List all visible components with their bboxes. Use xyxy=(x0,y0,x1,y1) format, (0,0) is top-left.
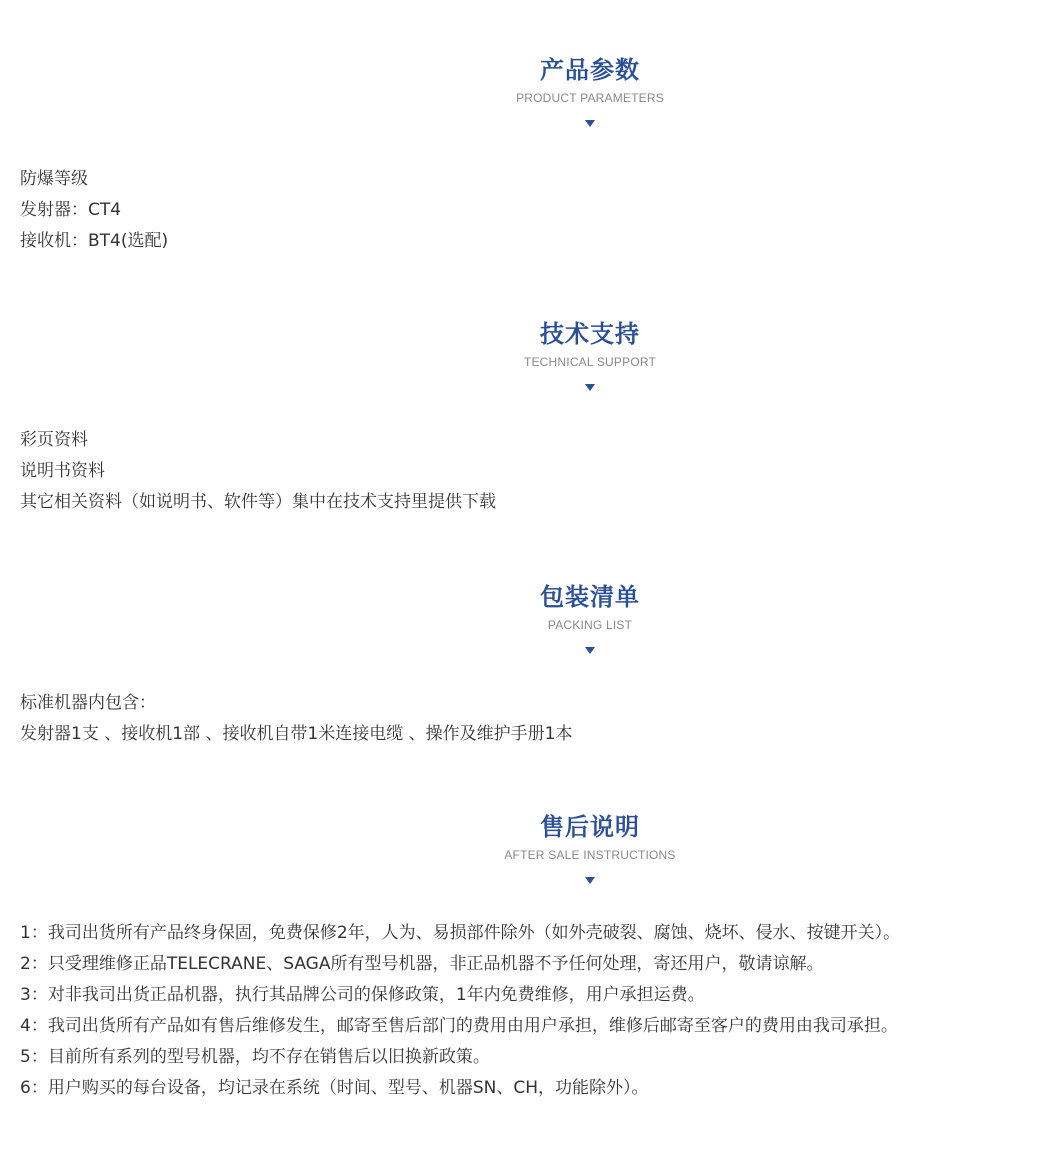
section-content-params xyxy=(20,164,1030,257)
aftersale-line: 3：对非我司出货正品机器，执行其品牌公司的保修政策，1年内免费维修，用户承担运费。 xyxy=(20,985,705,1005)
support-line: 其它相关资料（如说明书、软件等）集中在技术支持里提供下载 xyxy=(20,492,496,512)
section-header-support xyxy=(0,319,1041,391)
arrow-down-icon xyxy=(585,647,595,654)
arrow-down-icon xyxy=(585,877,595,884)
param-line: 防爆等级 xyxy=(20,169,88,189)
param-line: 发射器：CT4 xyxy=(20,200,122,220)
section-title-support: 技术支持 xyxy=(540,320,640,348)
section-header-params xyxy=(0,55,1041,127)
section-header-aftersale xyxy=(0,812,1041,884)
support-line: 彩页资料 xyxy=(20,430,88,450)
section-subtitle-support: TECHNICAL SUPPORT xyxy=(523,355,657,369)
aftersale-line: 2：只受理维修正品TELECRANE、SAGA所有型号机器，非正品机器不予任何处理，寄还用户，敬请谅解。 xyxy=(20,954,824,974)
arrow-down-icon xyxy=(585,384,595,391)
section-header-packing xyxy=(0,582,1041,654)
param-line: 接收机：BT4(选配) xyxy=(20,231,169,251)
arrow-down-icon xyxy=(585,120,595,127)
section-title-aftersale: 售后说明 xyxy=(540,813,640,841)
section-content-packing xyxy=(20,688,1030,750)
section-subtitle-aftersale: AFTER SALE INSTRUCTIONS xyxy=(504,848,676,862)
section-content-aftersale xyxy=(20,918,1030,1104)
section-subtitle-params: PRODUCT PARAMETERS xyxy=(516,91,664,105)
packing-line: 发射器1支 、接收机1部 、接收机自带1米连接电缆 、操作及维护手册1本 xyxy=(20,724,573,744)
aftersale-line: 4：我司出货所有产品如有售后维修发生，邮寄至售后部门的费用由用户承担，维修后邮寄至客户的费用由我司承担。 xyxy=(20,1016,898,1036)
section-subtitle-packing: PACKING LIST xyxy=(547,618,633,632)
aftersale-line: 6：用户购买的每台设备，均记录在系统（时间、型号、机器SN、CH，功能除外）。 xyxy=(20,1078,649,1098)
section-content-support xyxy=(20,425,1030,518)
support-line: 说明书资料 xyxy=(20,461,105,481)
aftersale-line: 1：我司出货所有产品终身保固，免费保修2年，人为、易损部件除外（如外壳破裂、腐蚀、烧坏、侵水、按键开关）。 xyxy=(20,923,901,943)
aftersale-line: 5：目前所有系列的型号机器，均不存在销售后以旧换新政策。 xyxy=(20,1047,490,1067)
section-title-params: 产品参数 xyxy=(540,56,640,84)
section-title-packing: 包装清单 xyxy=(540,583,640,611)
packing-line: 标准机器内包含： xyxy=(20,693,156,713)
